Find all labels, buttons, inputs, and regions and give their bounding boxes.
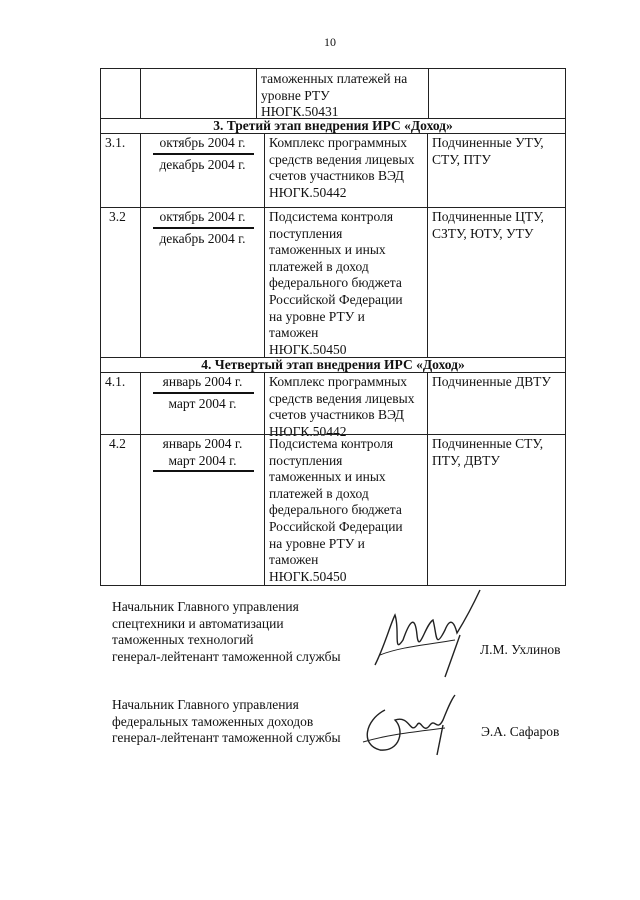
end-date: март 2004 г. xyxy=(168,452,237,468)
cell-num xyxy=(100,68,140,119)
cell-units: Подчиненные ЦТУ, СЗТУ, ЮТУ, УТУ xyxy=(427,207,566,358)
start-date: январь 2004 г. xyxy=(162,374,243,389)
start-date: октябрь 2004 г. xyxy=(159,135,246,150)
date-divider xyxy=(153,392,254,394)
cell-date xyxy=(140,133,264,208)
end-date: март 2004 г. xyxy=(168,395,237,411)
handwritten-signature xyxy=(355,585,485,680)
signatory-position: Начальник Главного управления спецтехники и автоматизации таможенных технологий генерал-лейтенант таможенной службы xyxy=(112,599,341,664)
end-date: декабрь 2004 г. xyxy=(159,156,246,172)
cell-units: Подчиненные СТУ, ПТУ, ДВТУ xyxy=(427,434,566,586)
cell-description: Комплекс программных средств ведения лицевых счетов участников ВЭД НЮГК.50442 xyxy=(264,372,427,435)
cell-date xyxy=(140,207,264,358)
section-header: 3. Третий этап внедрения ИРС «Доход» xyxy=(100,118,566,133)
section-header: 4. Четвертый этап внедрения ИРС «Доход» xyxy=(100,357,566,372)
start-date: октябрь 2004 г. xyxy=(159,209,246,224)
cell-description: Подсистема контроля поступления таможенных и иных платежей в доход федерального бюджета Российской Федерации на уровне РТУ и таможен НЮГК.50450 xyxy=(264,434,427,586)
cell-num: 3.1. xyxy=(100,133,140,208)
cell-num: 3.2 xyxy=(100,207,140,358)
cell-description: Комплекс программных средств ведения лицевых счетов участников ВЭД НЮГК.50442 xyxy=(264,133,427,208)
cell-num: 4.2 xyxy=(100,434,140,586)
cell-units xyxy=(428,68,566,119)
cell-date xyxy=(140,372,264,435)
date-divider xyxy=(153,227,254,229)
date-divider xyxy=(153,153,254,155)
cell-units: Подчиненные ДВТУ xyxy=(427,372,566,435)
signatory-name: Л.М. Ухлинов xyxy=(480,642,561,657)
end-date: декабрь 2004 г. xyxy=(159,230,246,246)
signatory-position: Начальник Главного управления федеральных таможенных доходов генерал-лейтенант таможенной службы xyxy=(112,697,341,745)
cell-num: 4.1. xyxy=(100,372,140,435)
handwritten-signature xyxy=(355,690,465,760)
cell-description: Подсистема контроля поступления таможенных и иных платежей в доход федерального бюджета Российской Федерации на уровне РТУ и таможен НЮГК.50450 xyxy=(264,207,427,358)
signatory-name: Э.А. Сафаров xyxy=(481,724,560,739)
date-divider xyxy=(153,470,254,472)
cell-date xyxy=(140,434,264,586)
cell-description: таможенных платежей на уровне РТУ НЮГК.50431 xyxy=(256,68,428,119)
cell-units: Подчиненные УТУ, СТУ, ПТУ xyxy=(427,133,566,208)
cell-date xyxy=(140,68,256,119)
page-number: 10 xyxy=(324,35,336,49)
start-date: январь 2004 г. xyxy=(162,436,243,451)
